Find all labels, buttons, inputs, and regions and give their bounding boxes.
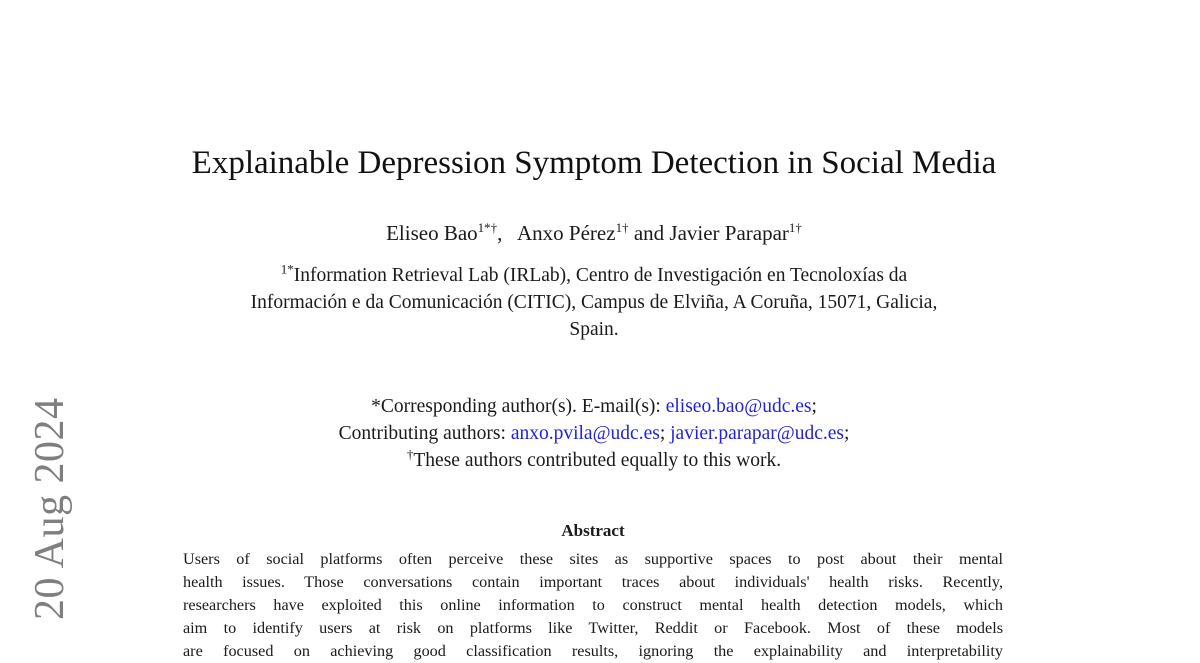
- equal-contribution-text: These authors contributed equally to this work.: [413, 450, 782, 471]
- author-marks: 1*†: [477, 220, 498, 235]
- corresponding-prefix: *Corresponding author(s). E-mail(s):: [371, 396, 661, 417]
- author-name: Eliseo Bao: [386, 221, 478, 245]
- affiliation-line: Información e da Comunicación (CITIC), Campus de Elviña, A Coruña, 15071, Galicia,: [250, 292, 938, 313]
- contributing-email-link[interactable]: javier.parapar@udc.es: [670, 423, 844, 444]
- equal-contribution-mark: †: [406, 446, 414, 462]
- paper-title: Explainable Depression Symptom Detection in Social Media: [191, 145, 997, 181]
- author-separator: ,: [497, 221, 503, 245]
- author-marks: 1†: [788, 220, 802, 235]
- contributing-authors-line: Contributing authors: anxo.pvila@udc.es; javier.parapar@udc.es;: [338, 423, 850, 444]
- abstract-body: [183, 548, 1003, 663]
- correspondence-block: [0, 393, 1188, 474]
- abstract-line: Users of social platforms often perceive these sites as supportive spaces to post about their mental: [183, 550, 1003, 568]
- contributing-prefix: Contributing authors:: [338, 423, 506, 444]
- abstract-line: researchers have exploited this online information to construct mental health detection models, which: [183, 596, 1003, 614]
- affiliation-line: Information Retrieval Lab (IRLab), Centro de Investigación en Tecnoloxías da: [293, 265, 908, 286]
- author-list: [0, 220, 1188, 246]
- abstract-line: health issues. Those conversations contain important traces about individuals' health risks. Recently,: [183, 573, 1003, 591]
- arxiv-date-stamp: 20 Aug 2024: [27, 397, 73, 620]
- abstract-line: are focused on achieving good classification results, ignoring the explainability and interpretability: [183, 642, 1003, 660]
- author-marks: 1†: [615, 220, 629, 235]
- abstract-line: aim to identify users at risk on platforms like Twitter, Reddit or Facebook. Most of these models: [183, 619, 1003, 637]
- author-name: Javier Parapar: [669, 221, 789, 245]
- author-separator: and: [628, 221, 665, 245]
- affiliation-marks: 1*: [280, 261, 294, 277]
- affiliation-line: Spain.: [569, 319, 619, 340]
- abstract-heading: Abstract: [561, 521, 625, 540]
- corresponding-email-link[interactable]: eliseo.bao@udc.es: [665, 396, 812, 417]
- equal-contribution-note: [0, 447, 1188, 474]
- author-name: Anxo Pérez: [517, 221, 616, 245]
- contributing-email-link[interactable]: anxo.pvila@udc.es: [510, 423, 660, 444]
- affiliation: [165, 262, 1023, 343]
- corresponding-author-line: *Corresponding author(s). E-mail(s): eliseo.bao@udc.es;: [371, 396, 817, 417]
